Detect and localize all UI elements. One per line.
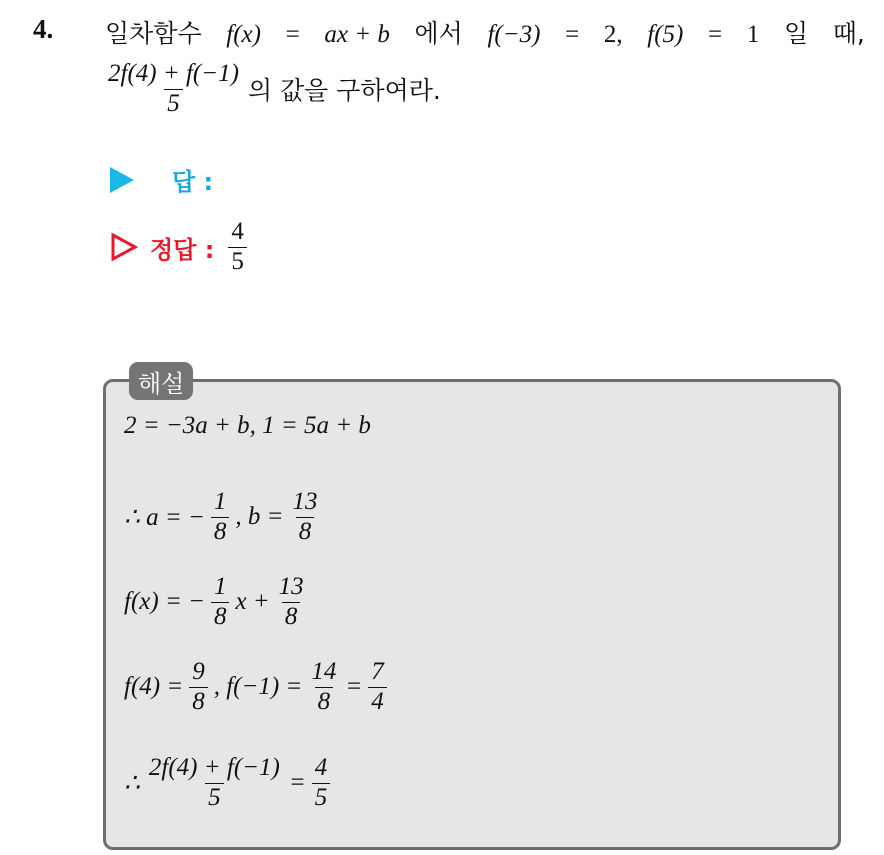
- fraction-numerator: 2f(4) + f(−1): [108, 60, 239, 87]
- equation-mid: , b =: [235, 503, 284, 531]
- fraction-numerator: 4: [314, 754, 328, 781]
- fraction: [211, 573, 230, 632]
- explanation-line-4: [124, 658, 387, 717]
- equation-prefix: f(4) =: [124, 673, 184, 701]
- fraction-denominator: 4: [368, 687, 387, 717]
- explanation-line-2: [124, 488, 321, 547]
- question-math: =: [285, 21, 300, 48]
- explanation-line-1: [124, 412, 371, 440]
- fraction-denominator: 8: [282, 602, 301, 632]
- question-math: ax + b: [324, 21, 390, 48]
- question-tail: 의 값을 구하여라.: [247, 76, 441, 106]
- fraction-numerator: 4: [231, 218, 244, 245]
- question-number: 4.: [33, 14, 54, 44]
- question-math: f(5): [647, 21, 684, 48]
- question-word: 일차함수: [105, 19, 202, 48]
- play-solid-icon: [110, 167, 134, 193]
- fraction-numerator: 14: [311, 658, 337, 685]
- fraction-numerator: 1: [213, 573, 227, 600]
- fraction: [146, 754, 283, 813]
- correct-answer-label: 정답 :: [150, 235, 215, 264]
- fraction: [276, 573, 307, 632]
- equation-mid: , f(−1) =: [213, 673, 303, 701]
- equation-mid: x +: [235, 588, 270, 616]
- fraction-denominator: 8: [296, 517, 315, 547]
- fraction: [211, 488, 230, 547]
- question-word: 때,: [832, 19, 865, 48]
- question-math: 1: [746, 21, 760, 48]
- fraction-denominator: 8: [211, 517, 230, 547]
- play-outline-icon: [110, 233, 138, 261]
- fraction-denominator: 5: [312, 783, 331, 813]
- equation-prefix: ∴ a = −: [124, 504, 205, 532]
- fraction-denominator: 5: [228, 247, 247, 277]
- fraction-denominator: 5: [164, 89, 183, 119]
- explanation-line-3: [124, 573, 307, 632]
- fraction-denominator: 8: [315, 687, 334, 717]
- answer-label: 답 :: [172, 168, 214, 196]
- fraction: [308, 658, 339, 717]
- fraction: [290, 488, 321, 547]
- correct-answer-row: [110, 218, 247, 277]
- fraction-denominator: 5: [205, 783, 224, 813]
- answer-row: [110, 162, 213, 197]
- equation-prefix: f(x) = −: [124, 588, 205, 616]
- question-math: =: [565, 21, 580, 48]
- question-math: 2,: [603, 21, 623, 48]
- explanation-tab: 해설: [129, 362, 193, 400]
- question-math: =: [708, 21, 723, 48]
- question-word: 에서: [414, 19, 463, 48]
- question-word: 일: [783, 19, 809, 48]
- explanation-line-5: [124, 754, 330, 813]
- question-text-line-1: [105, 14, 865, 50]
- fraction-denominator: 8: [211, 602, 230, 632]
- equation-mid: =: [288, 769, 306, 797]
- fraction: [368, 658, 387, 717]
- equation-mid: =: [345, 673, 363, 701]
- question-math: f(x): [226, 21, 261, 48]
- equation-text: 2 = −3a + b, 1 = 5a + b: [124, 412, 371, 439]
- fraction-numerator: 7: [371, 658, 384, 685]
- fraction: [312, 754, 331, 813]
- question-math: f(−3): [487, 21, 541, 48]
- correct-answer-value: [228, 218, 247, 277]
- fraction-numerator: 13: [292, 488, 318, 515]
- question-fraction: [105, 60, 242, 119]
- fraction-numerator: 9: [192, 658, 205, 685]
- fraction-denominator: 8: [189, 687, 208, 717]
- fraction-numerator: 13: [278, 573, 304, 600]
- fraction: [189, 658, 208, 717]
- fraction-numerator: 1: [213, 488, 227, 515]
- equation-prefix: ∴: [124, 770, 140, 798]
- question-text-line-2: [105, 60, 441, 119]
- fraction-numerator: 2f(4) + f(−1): [148, 754, 280, 781]
